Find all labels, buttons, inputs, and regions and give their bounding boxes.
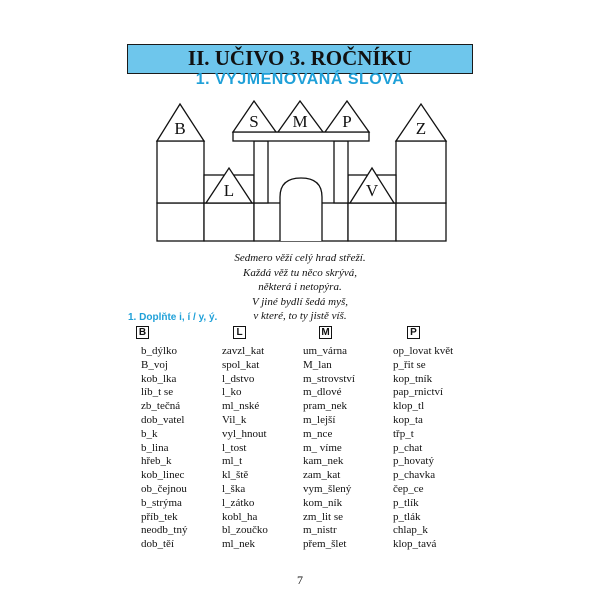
gate-beam — [233, 132, 369, 141]
word-item: kob_lka — [141, 372, 177, 385]
word-item: příb_tek — [141, 510, 178, 523]
poem-line: Každá věž tu něco skrývá, — [243, 266, 357, 279]
word-item: p_chat — [393, 441, 423, 454]
poem — [0, 251, 600, 324]
word-item: kop_tník — [393, 372, 433, 385]
word-item: p_hovatý — [393, 455, 434, 468]
gate-pillar-left — [254, 141, 268, 203]
word-item: l_ko — [222, 386, 242, 399]
page-number: 7 — [297, 573, 303, 587]
castle-base-block-1 — [157, 203, 204, 241]
letter-p: P — [342, 112, 352, 131]
word-item: kobl_ha — [222, 510, 258, 523]
word-item: b_k — [141, 427, 158, 440]
word-item: M_lan — [303, 358, 332, 371]
poem-line: v které, to ty jistě víš. — [253, 310, 347, 322]
word-item: um_várna — [303, 345, 347, 357]
word-item: bl_zoučko — [222, 524, 268, 537]
word-item: čep_ce — [393, 482, 424, 495]
word-item: b_strýma — [141, 496, 182, 509]
poem-line: Sedmero věží celý hrad střeží. — [234, 252, 366, 264]
word-item: m_lejší — [303, 413, 336, 426]
word-item: kam_nek — [303, 455, 344, 468]
word-item: b_lina — [141, 441, 169, 454]
letter-b: B — [174, 119, 186, 138]
word-item: zm_lit se — [303, 510, 344, 523]
column-header-l: L — [233, 326, 246, 339]
word-item: Vil_k — [222, 413, 247, 426]
word-item: p_chavka — [393, 469, 436, 482]
chapter-subtitle: 1. VYJMENOVANÁ SLOVA — [195, 71, 405, 88]
word-item: kom_ník — [303, 496, 343, 509]
word-item: zam_kat — [303, 469, 341, 482]
word-item: l_zátko — [222, 496, 255, 509]
word-item: m_nistr — [303, 524, 337, 537]
exercise-number: 1. — [128, 312, 137, 323]
word-item: líb_t se — [141, 386, 174, 399]
letter-v: V — [365, 181, 379, 200]
word-item: vym_šlený — [303, 482, 352, 495]
word-item: přem_šlet — [303, 538, 347, 551]
word-item: kl_ště — [222, 469, 249, 482]
column-header-m: M — [319, 326, 332, 339]
word-item: p_tlík — [393, 496, 419, 509]
word-item: chlap_k — [393, 524, 428, 537]
word-item: p_tlák — [393, 510, 421, 523]
word-item: zb_tečná — [141, 400, 181, 413]
word-item: B_voj — [141, 358, 168, 371]
word-item: klop_tl — [393, 400, 425, 413]
word-item: m_dlové — [303, 386, 342, 399]
column-header-b: B — [136, 326, 149, 339]
word-item: m_ víme — [303, 441, 342, 454]
word-item: hřeb_k — [141, 455, 172, 468]
word-item: ob_čejnou — [141, 482, 187, 495]
letter-z: Z — [415, 119, 427, 138]
poem-line: V jiné bydlí šedá myš, — [251, 295, 349, 308]
word-item: pram_nek — [303, 400, 347, 413]
word-item: op_lovat květ — [393, 345, 454, 357]
word-item: l_ška — [222, 482, 246, 495]
word-item: zavzl_kat — [222, 345, 265, 357]
word-item: dob_vatel — [141, 413, 185, 426]
word-item: ml_nek — [222, 538, 255, 551]
tower-z-body — [396, 141, 446, 203]
word-item: kob_linec — [141, 469, 185, 482]
word-item: pap_rnictví — [393, 386, 444, 399]
word-item: l_dstvo — [222, 372, 255, 385]
word-item: m_nce — [303, 427, 333, 440]
word-column-p — [393, 345, 453, 552]
word-item: b_dýlko — [141, 345, 178, 357]
letter-l: L — [223, 181, 235, 200]
word-item: spol_kat — [222, 358, 260, 371]
castle-base-block-4 — [348, 203, 396, 241]
letter-m: M — [292, 112, 308, 131]
word-item: třp_t — [393, 427, 414, 440]
word-item: ml_nské — [222, 400, 260, 413]
tower-b-body — [157, 141, 204, 203]
word-item: ml_t — [222, 455, 243, 468]
castle-base-block-5 — [396, 203, 446, 241]
word-column-b — [141, 345, 187, 552]
word-item: dob_těí — [141, 538, 174, 551]
word-item: klop_tavá — [393, 538, 437, 551]
word-item: kop_ta — [393, 413, 423, 426]
word-column-l — [222, 345, 268, 552]
word-item: m_strovství — [303, 372, 355, 385]
letter-s: S — [249, 112, 259, 131]
word-item: p_řit se — [393, 358, 426, 371]
castle-base-block-2 — [204, 203, 254, 241]
word-item: vyl_hnout — [222, 427, 267, 440]
exercise-heading — [128, 312, 217, 323]
word-column-m — [303, 345, 355, 552]
exercise-instruction: Doplňte i, í / y, ý. — [139, 312, 218, 323]
poem-line: některá i netopýra. — [258, 281, 342, 293]
gate-pillar-right — [334, 141, 348, 203]
column-header-p: P — [407, 326, 420, 339]
word-item: l_tost — [222, 441, 247, 454]
section-title: II. UČIVO 3. ROČNÍKU — [127, 44, 473, 74]
gate-arch — [280, 178, 322, 241]
word-item: neodb_tný — [141, 524, 188, 537]
